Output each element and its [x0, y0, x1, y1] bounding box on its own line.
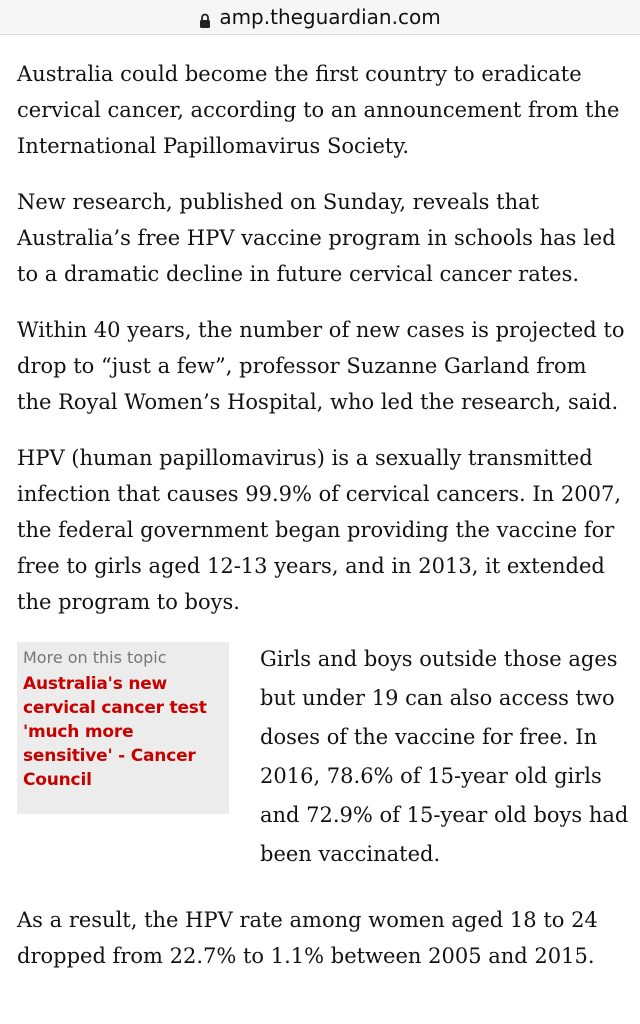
related-article-link[interactable]: Australia's new cervical cancer test 'much more sensitive' - Cancer Council [23, 674, 207, 790]
lock-icon [199, 10, 211, 26]
article-paragraph: HPV (human papillomavirus) is a sexually transmitted infection that causes 99.9% of cervical cancers. In 2007, the federal government began providing the vaccine for free to girls aged 12-13 years, and in 2013, it extended the program to boys. [17, 446, 621, 614]
article-paragraph: New research, published on Sunday, reveals that Australia’s free HPV vaccine program in schools has led to a dramatic decline in future cervical cancer rates. [17, 190, 616, 286]
related-topic-heading: More on this topic [23, 648, 167, 667]
article-paragraph: Australia could become the first country to eradicate cervical cancer, according to an announcement from the International Papillomavirus Society. [17, 62, 620, 158]
article-paragraph: Girls and boys outside those ages but under 19 can also access two doses of the vaccine for free. In 2016, 78.6% of 15-year old girls and 72.9% of 15-year old boys had been vaccinated. [260, 647, 629, 866]
address-bar[interactable] [0, 0, 640, 35]
article-paragraph: Within 40 years, the number of new cases is projected to drop to “just a few”, professor Suzanne Garland from the Royal Women’s Hospital, who led the research, said. [17, 318, 625, 414]
url-text[interactable]: amp.theguardian.com [219, 5, 441, 29]
split-section [17, 640, 627, 890]
related-topic-box [17, 642, 229, 814]
article-body [17, 56, 627, 994]
article-paragraph: As a result, the HPV rate among women aged 18 to 24 dropped from 22.7% to 1.1% between 2005 and 2015. [17, 908, 598, 968]
